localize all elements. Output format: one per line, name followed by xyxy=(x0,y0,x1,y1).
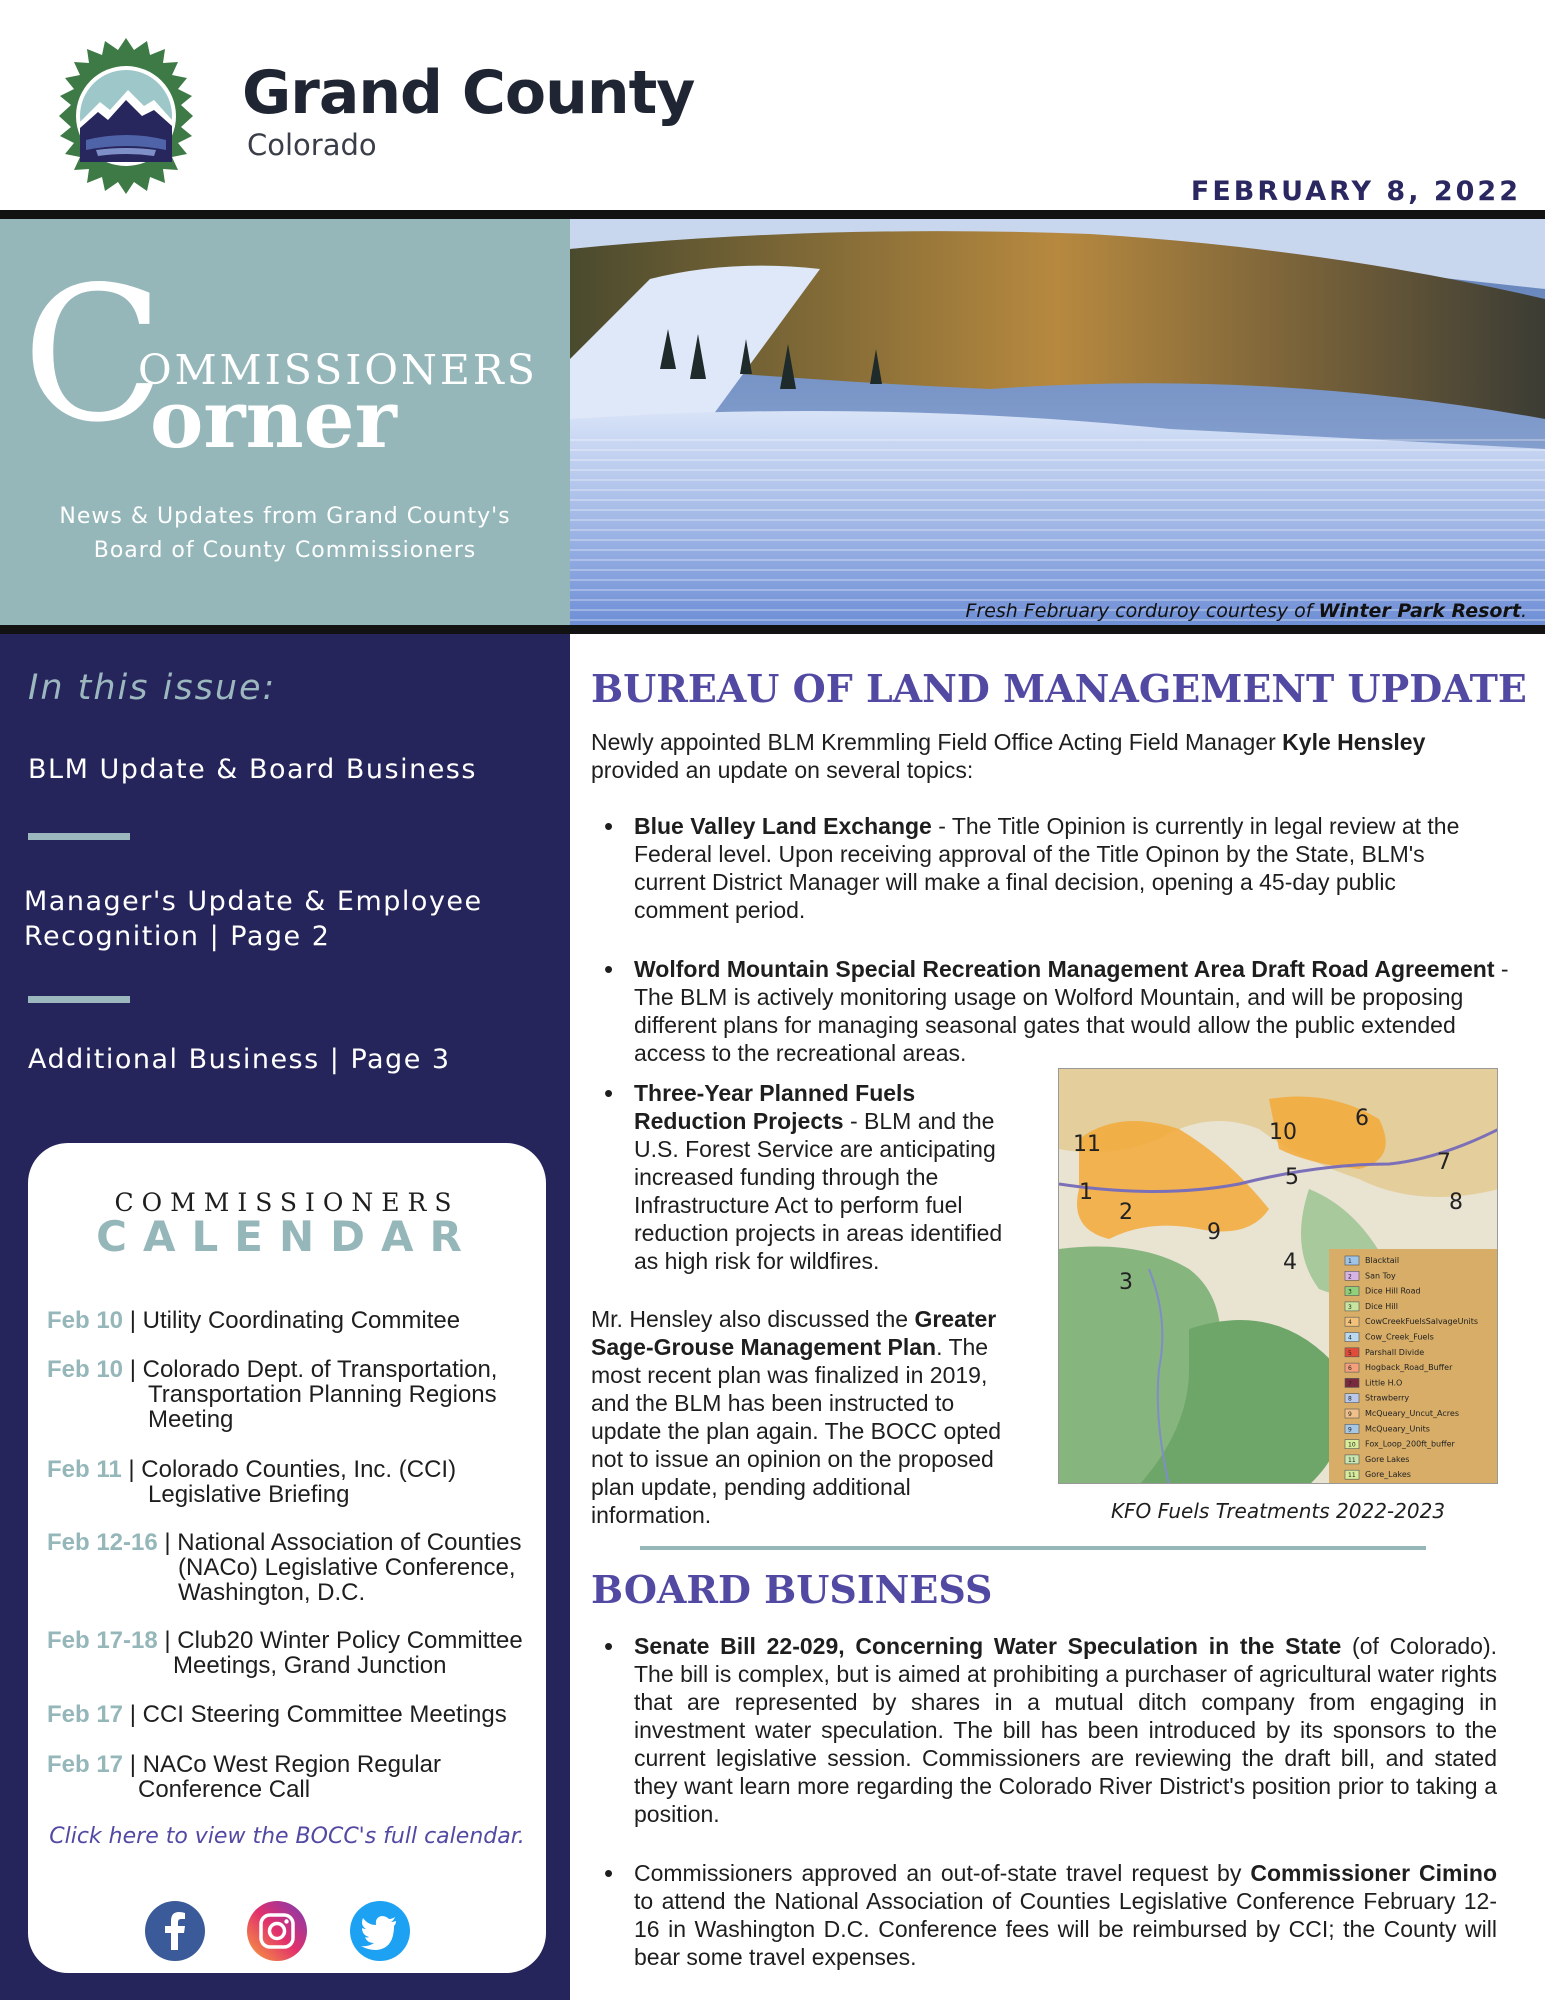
calendar-entry-text: (NACo) Legislative Conference, xyxy=(178,1554,516,1581)
blm-intro xyxy=(591,728,1491,784)
calendar-entry-text: Washington, D.C. xyxy=(178,1579,366,1606)
calendar-entry-text: CCI Steering Committee Meetings xyxy=(142,1701,507,1728)
fuels-treatment-map xyxy=(1058,1068,1498,1484)
banner-title-line2: orner xyxy=(150,372,397,466)
in-this-issue-heading: In this issue: xyxy=(28,668,277,708)
calendar-entry-separator: | xyxy=(123,1701,143,1728)
map-legend-number: 6 xyxy=(1348,1365,1352,1373)
map-legend-number: 8 xyxy=(1348,1395,1352,1403)
calendar-entry-date: Feb 11 xyxy=(47,1456,122,1483)
blm-intro-text: Newly appointed BLM Kremmling Field Office Acting Field Manager xyxy=(591,729,1283,755)
calendar-entry-date: Feb 17-18 xyxy=(47,1627,158,1654)
calendar-entry xyxy=(47,1752,441,1802)
calendar-entry-date: Feb 10 xyxy=(47,1356,124,1383)
calendar-entry-separator: | xyxy=(123,1356,143,1383)
bullet-text: (of Colorado). The bill is complex, but is aimed at prohibiting a purchaser of agricultural water rights that are represented by shares in a mutual ditch company from engaging in investment water speculation. The bill has been introduced by its sponsors to the current legislative session. Commissioners are reviewing the draft bill, and stated they want learn more regarding the Colorado River District's position prior to taking a position. xyxy=(634,1633,1497,1827)
county-name: Grand County xyxy=(242,58,695,128)
issue-item-line: BLM Update & Board Business xyxy=(28,754,477,785)
calendar-entry xyxy=(47,1308,460,1333)
calendar-entry-separator: | xyxy=(157,1627,178,1654)
issue-item-line: Recognition | Page 2 xyxy=(24,921,331,952)
map-legend-label: Gore Lakes xyxy=(1365,1454,1410,1464)
calendar-entry-text: Meetings, Grand Junction xyxy=(173,1652,447,1679)
blm-bullet-blue-valley xyxy=(634,812,1489,924)
bullet-text: Commissioners approved an out-of-state travel request by xyxy=(634,1860,1251,1886)
section-divider xyxy=(640,1546,1426,1550)
closing-text: Mr. Hensley also discussed the xyxy=(591,1306,915,1332)
calendar-entry-text: NACo West Region Regular xyxy=(142,1751,441,1778)
calendar-entry-text: Utility Coordinating Commitee xyxy=(142,1307,461,1334)
map-legend-label: Cow_Creek_Fuels xyxy=(1365,1332,1434,1342)
map-legend-label: Parshall Divide xyxy=(1365,1347,1425,1357)
full-calendar-link[interactable]: Click here to view the BOCC's full calendar. xyxy=(49,1824,525,1849)
map-legend-number: 4 xyxy=(1348,1334,1352,1342)
map-legend-number: 4 xyxy=(1348,1319,1352,1327)
calendar-title-top: COMMISSIONERS xyxy=(114,1188,460,1217)
state-name: Colorado xyxy=(247,128,377,162)
map-legend-number: 5 xyxy=(1348,1349,1352,1357)
bullet-title: Senate Bill 22-029, Concerning Water Speculation in the State xyxy=(634,1633,1342,1659)
calendar-entry xyxy=(47,1530,522,1605)
bullet-text: - BLM and the U.S. Forest Service are anticipating increased funding through the Infrastructure Act to perform fuel reduction projects in areas identified as high risk for wildfires. xyxy=(634,1108,1003,1274)
calendar-entry-text: Legislative Briefing xyxy=(148,1481,350,1508)
map-legend-number: 3 xyxy=(1348,1303,1352,1311)
calendar-entry-text: Club20 Winter Policy Committee xyxy=(177,1627,523,1654)
calendar-entry-date: Feb 17 xyxy=(47,1701,124,1728)
map-legend-label: McQueary_Units xyxy=(1365,1424,1430,1434)
calendar-entry xyxy=(47,1357,497,1432)
map-legend-number: 1 xyxy=(1348,1258,1352,1265)
map-legend-label: McQueary_Uncut_Acres xyxy=(1365,1409,1459,1418)
issue-date: FEBRUARY 8, 2022 xyxy=(1190,176,1521,207)
map-number: 6 xyxy=(1355,1106,1369,1131)
banner-subtitle xyxy=(0,500,570,568)
map-number: 7 xyxy=(1437,1150,1451,1175)
map-legend-label: Strawberry xyxy=(1365,1393,1410,1403)
bullet-commissioner: Commissioner Cimino xyxy=(1250,1860,1497,1886)
calendar-entry-separator: | xyxy=(121,1456,142,1483)
calendar-entry-text: Colorado Counties, Inc. (CCI) xyxy=(141,1456,457,1483)
issue-item-additional[interactable] xyxy=(28,1042,451,1077)
map-legend-label: CowCreekFuelsSalvageUnits xyxy=(1365,1317,1479,1327)
calendar-entry xyxy=(47,1628,523,1678)
board-bullet-senate-bill xyxy=(634,1632,1497,1828)
map-number: 3 xyxy=(1119,1270,1133,1295)
photo-caption-prefix: Fresh February corduroy courtesy of xyxy=(965,600,1319,622)
instagram-icon[interactable] xyxy=(246,1900,308,1962)
map-legend-number: 9 xyxy=(1348,1426,1352,1434)
map-number: 9 xyxy=(1207,1220,1221,1245)
issue-item-line: Additional Business | Page 3 xyxy=(28,1044,451,1075)
map-number: 10 xyxy=(1269,1120,1297,1145)
banner-rule xyxy=(0,625,1545,634)
map-legend-label: Gore_Lakes xyxy=(1365,1470,1411,1480)
map-number: 11 xyxy=(1073,1132,1101,1157)
map-legend-label: San Toy xyxy=(1365,1271,1396,1281)
calendar-entry-text: Transportation Planning Regions xyxy=(148,1381,497,1408)
map-legend-label: Dice Hill Road xyxy=(1365,1286,1421,1296)
calendar-entry-date: Feb 17 xyxy=(47,1751,124,1778)
map-legend-number: 11 xyxy=(1348,1472,1356,1480)
photo-caption-suffix: . xyxy=(1520,600,1527,622)
map-number: 4 xyxy=(1283,1250,1297,1275)
calendar-entry-text: National Association of Counties xyxy=(177,1529,522,1556)
facebook-icon[interactable] xyxy=(144,1900,206,1962)
issue-item-manager[interactable] xyxy=(24,884,483,954)
map-number: 5 xyxy=(1285,1165,1299,1190)
calendar-entry-separator: | xyxy=(157,1529,178,1556)
calendar-entry xyxy=(47,1702,507,1727)
bullet-title: Three-Year Planned Fuels Reduction Projects xyxy=(634,1080,916,1134)
blm-intro-text: provided an update on several topics: xyxy=(591,757,974,783)
map-legend-label: Hogback_Road_Buffer xyxy=(1365,1363,1453,1373)
banner-subtitle-line1: News & Updates from Grand County's xyxy=(59,504,511,529)
banner-subtitle-line2: Board of County Commissioners xyxy=(93,538,477,563)
issue-divider xyxy=(28,833,130,840)
ski-slope-photo xyxy=(570,219,1545,625)
map-legend-number: 11 xyxy=(1348,1456,1356,1464)
issue-divider xyxy=(28,996,130,1003)
calendar-entry-date: Feb 10 xyxy=(47,1307,124,1334)
banner-title-line1: OMMISSIONERS xyxy=(138,346,538,394)
blm-heading: BUREAU OF LAND MANAGEMENT UPDATE xyxy=(591,666,1527,711)
map-number: 8 xyxy=(1449,1190,1463,1215)
map-legend-label: Little H.O xyxy=(1365,1378,1403,1388)
map-number: 1 xyxy=(1079,1180,1093,1205)
grand-county-logo xyxy=(48,38,204,194)
bullet-title: Blue Valley Land Exchange xyxy=(634,813,932,839)
board-bullet-travel xyxy=(634,1859,1497,1971)
map-legend-number: 3 xyxy=(1348,1288,1352,1296)
twitter-icon[interactable] xyxy=(349,1900,411,1962)
bullet-title: Wolford Mountain Special Recreation Management Area Draft Road Agreement xyxy=(634,956,1495,982)
calendar-entry-date: Feb 12-16 xyxy=(47,1529,158,1556)
bullet-text: - The Title Opinion is currently in legal review at the Federal level. Upon receiving approval of the Title Opinon by the State, BLM's current District Manager will make a final decision, opening a 45-day public comment period. xyxy=(634,813,1460,923)
closing-text: . The most recent plan was finalized in 2019, and the BLM has been instructed to update the plan again. The BOCC opted not to issue an opinion on the proposed plan update, pending additional information. xyxy=(591,1334,1002,1528)
calendar-entry-text: Conference Call xyxy=(138,1776,311,1803)
closing-plan-name: Greater Sage-Grouse Management Plan xyxy=(591,1306,997,1360)
issue-item-line: Manager's Update & Employee xyxy=(24,886,483,917)
map-number: 2 xyxy=(1119,1200,1133,1225)
blm-bullet-fuels xyxy=(634,1079,1029,1275)
calendar-entry-text: Meeting xyxy=(148,1406,234,1433)
calendar-entry-text: Colorado Dept. of Transportation, xyxy=(142,1356,498,1383)
map-legend-label: Blacktail xyxy=(1365,1256,1400,1265)
board-business-heading: BOARD BUSINESS xyxy=(591,1567,993,1612)
map-legend-label: Dice Hill xyxy=(1365,1301,1398,1311)
blm-intro-name: Kyle Hensley xyxy=(1282,729,1426,755)
map-legend-label: Fox_Loop_200ft_buffer xyxy=(1365,1439,1455,1449)
map-caption: KFO Fuels Treatments 2022-2023 xyxy=(1110,1499,1446,1523)
calendar-title-bottom: CALENDAR xyxy=(96,1212,478,1261)
calendar-entry xyxy=(47,1457,456,1507)
calendar-entry-separator: | xyxy=(123,1307,143,1334)
issue-item-blm[interactable] xyxy=(28,752,477,787)
banner-title-initial: C xyxy=(22,246,165,463)
map-legend-number: 9 xyxy=(1348,1411,1352,1418)
blm-sage-grouse xyxy=(591,1305,1011,1529)
photo-caption xyxy=(965,600,1527,622)
bullet-text: - The BLM is actively monitoring usage on Wolford Mountain, and will be proposing different plans for managing seasonal gates that would allow the public extended access to the recreational areas. xyxy=(634,956,1509,1066)
bullet-text: to attend the National Association of Counties Legislative Conference February 12-16 in Washington D.C. Conference fees will be reimbursed by CCI; the County will bear some travel expenses. xyxy=(634,1888,1497,1970)
calendar-entry-separator: | xyxy=(123,1751,143,1778)
map-legend-number: 7 xyxy=(1348,1380,1352,1388)
photo-caption-credit: Winter Park Resort xyxy=(1318,600,1521,622)
blm-bullet-wolford xyxy=(634,955,1524,1067)
map-legend-number: 10 xyxy=(1348,1441,1356,1449)
header-rule xyxy=(0,210,1545,219)
map-legend-number: 2 xyxy=(1348,1273,1352,1281)
